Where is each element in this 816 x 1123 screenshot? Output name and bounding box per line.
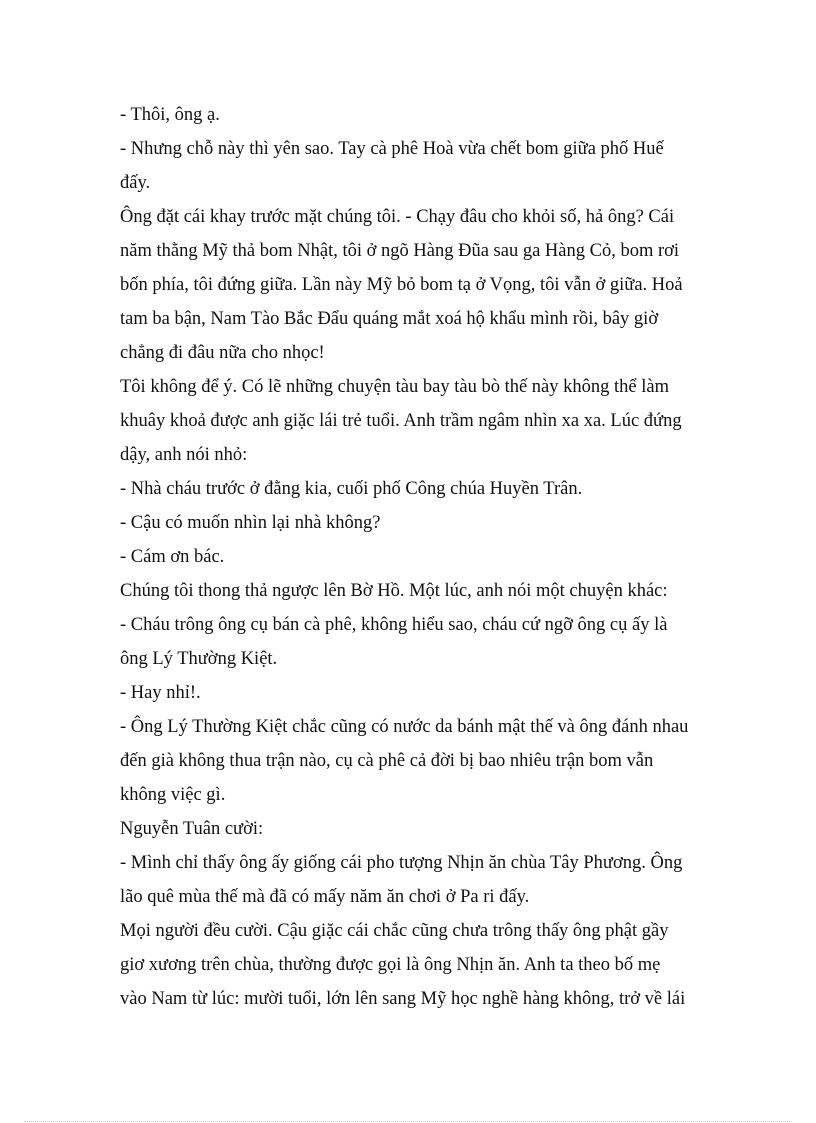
text-line: giơ xương trên chùa, thường được gọi là ông Nhịn ăn. Anh ta theo bố mẹ xyxy=(120,955,661,975)
text-line: vào Nam từ lúc: mười tuổi, lớn lên sang Mỹ học nghề hàng không, trở về lái xyxy=(120,989,686,1009)
text-line: - Nhà cháu trước ở đằng kia, cuối phố Công chúa Huyền Trân. xyxy=(120,479,583,499)
text-line: Ông đặt cái khay trước mặt chúng tôi. - Chạy đâu cho khỏi số, hả ông? Cái xyxy=(120,207,675,227)
text-line: dậy, anh nói nhỏ: xyxy=(120,445,248,465)
body-text xyxy=(120,98,700,1016)
text-line: Nguyễn Tuân cười: xyxy=(120,819,264,839)
text-line: - Mình chỉ thấy ông ấy giống cái pho tượng Nhịn ăn chùa Tây Phương. Ông xyxy=(120,853,683,873)
page-bottom-rule xyxy=(24,1121,792,1122)
text-line: - Cậu có muốn nhìn lại nhà không? xyxy=(120,513,381,533)
text-line: ông Lý Thường Kiệt. xyxy=(120,649,278,669)
text-line: - Cháu trông ông cụ bán cà phê, không hiểu sao, cháu cứ ngỡ ông cụ ấy là xyxy=(120,615,668,635)
text-line: lão quê mùa thế mà đã có mấy năm ăn chơi ở Pa ri đấy. xyxy=(120,887,530,907)
text-line: - Cám ơn bác. xyxy=(120,547,225,567)
text-line: - Nhưng chỗ này thì yên sao. Tay cà phê Hoà vừa chết bom giữa phố Huế xyxy=(120,139,664,159)
text-line: - Ông Lý Thường Kiệt chắc cũng có nước da bánh mật thế và ông đánh nhau xyxy=(120,717,689,737)
text-line: bốn phía, tôi đứng giữa. Lần này Mỹ bỏ bom tạ ở Vọng, tôi vẫn ở giữa. Hoả xyxy=(120,275,683,295)
text-line: khuây khoả được anh giặc lái trẻ tuổi. Anh trầm ngâm nhìn xa xa. Lúc đứng xyxy=(120,411,682,431)
text-line: Chúng tôi thong thả ngược lên Bờ Hồ. Một lúc, anh nói một chuyện khác: xyxy=(120,581,668,601)
text-line: đến già không thua trận nào, cụ cà phê cả đời bị bao nhiêu trận bom vẫn xyxy=(120,751,654,771)
text-line: - Thôi, ông ạ. xyxy=(120,105,220,125)
text-line: tam ba bận, Nam Tào Bắc Đẩu quáng mắt xoá hộ khẩu mình rồi, bây giờ xyxy=(120,309,659,329)
text-line: Mọi người đều cười. Cậu giặc cái chắc cũng chưa trông thấy ông phật gầy xyxy=(120,921,669,941)
text-line: chẳng đi đâu nữa cho nhọc! xyxy=(120,343,325,363)
text-line: - Hay nhỉ!. xyxy=(120,683,201,703)
text-line: đấy. xyxy=(120,173,151,193)
text-line: không việc gì. xyxy=(120,785,226,805)
text-line: năm thằng Mỹ thả bom Nhật, tôi ở ngõ Hàng Đũa sau ga Hàng Cỏ, bom rơi xyxy=(120,241,680,261)
text-line: Tôi không để ý. Có lẽ những chuyện tàu bay tàu bò thế này không thể làm xyxy=(120,377,669,397)
